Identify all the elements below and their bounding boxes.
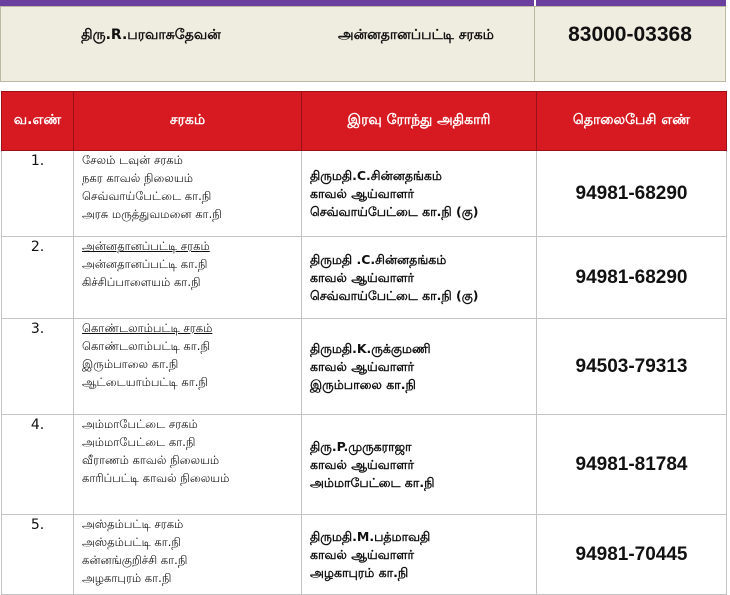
circle-area: கன்னங்குறிச்சி கா.நி — [82, 553, 188, 567]
row-serial: 4. — [2, 415, 74, 515]
officer-name: திருமதி.M.பத்மாவதி — [310, 528, 431, 544]
circle-title: அம்மாபேட்டை சரகம் — [82, 417, 198, 431]
row-phone: 94981-68290 — [537, 237, 727, 319]
table-row — [2, 319, 727, 415]
row-phone: 94503-79313 — [537, 319, 727, 415]
top-entry-phone: 83000-03368 — [568, 23, 692, 46]
table-row — [2, 515, 727, 595]
circle-area: அம்மாபேட்டை கா.நி — [82, 435, 196, 449]
circle-title: அஸ்தம்பட்டி சரகம் — [82, 517, 184, 531]
row-officer — [302, 415, 537, 515]
row-officer — [302, 515, 537, 595]
row-circle — [74, 415, 302, 515]
top-entry-row — [0, 6, 726, 82]
header-circle: சரகம் — [74, 92, 302, 151]
officer-rank: காவல் ஆய்வாளர் — [310, 456, 415, 472]
circle-title: அன்னதானப்பட்டி சரகம் — [82, 239, 210, 253]
row-circle — [74, 237, 302, 319]
officer-name: திருமதி .C.சின்னதங்கம் — [310, 251, 447, 267]
row-circle — [74, 319, 302, 415]
circle-area: அழகாபுரம் கா.நி — [82, 571, 172, 585]
table-row — [2, 237, 727, 319]
top-entry-name: திரு.R.பரவாசுதேவன் — [81, 27, 221, 43]
circle-area: நகர காவல் நிலையம் — [82, 171, 193, 185]
officer-rank: காவல் ஆய்வாளர் — [310, 358, 415, 374]
officer-rank: காவல் ஆய்வாளர் — [310, 185, 415, 201]
row-officer — [302, 319, 537, 415]
circle-area: அரசு மருத்துவமனை கா.நி — [82, 207, 222, 221]
circle-area: கொண்டலாம்பட்டி கா.நி — [82, 339, 210, 353]
officer-name: திரு.P.முருகராஜா — [310, 438, 412, 454]
officer-station: அம்மாபேட்டை கா.நி — [310, 474, 435, 490]
circle-title: கொண்டலாம்பட்டி சரகம் — [82, 321, 213, 335]
circle-area: காரிப்பட்டி காவல் நிலையம் — [82, 471, 230, 485]
row-phone: 94981-68290 — [537, 151, 727, 237]
patrol-officer-table — [1, 91, 727, 595]
circle-area: அஸ்தம்பட்டி கா.நி — [82, 535, 181, 549]
officer-station: அழகாபுரம் கா.நி — [310, 564, 409, 580]
header-serial: வ.எண் — [2, 92, 74, 151]
officer-station: செவ்வாய்பேட்டை கா.நி (கு) — [310, 203, 479, 219]
header-officer: இரவு ரோந்து அதிகாரி — [302, 92, 537, 151]
row-serial: 1. — [2, 151, 74, 237]
circle-area: செவ்வாய்பேட்டை கா.நி — [82, 189, 212, 203]
row-officer — [302, 151, 537, 237]
top-entry-place: அன்னதானப்பட்டி சரகம் — [338, 27, 494, 43]
row-serial: 3. — [2, 319, 74, 415]
circle-title: சேலம் டவுன் சரகம் — [82, 153, 183, 167]
row-phone: 94981-81784 — [537, 415, 727, 515]
officer-station: செவ்வாய்பேட்டை கா.நி (கு) — [310, 287, 479, 303]
table-row — [2, 415, 727, 515]
officer-name: திருமதி.C.சின்னதங்கம் — [310, 167, 442, 183]
row-officer — [302, 237, 537, 319]
officer-rank: காவல் ஆய்வாளர் — [310, 546, 415, 562]
header-phone: தொலைபேசி எண் — [537, 92, 727, 151]
row-serial: 2. — [2, 237, 74, 319]
circle-area: ஆட்டையாம்பட்டி கா.நி — [82, 375, 208, 389]
table-row — [2, 151, 727, 237]
row-circle — [74, 515, 302, 595]
officer-rank: காவல் ஆய்வாளர் — [310, 269, 415, 285]
officer-name: திருமதி.K.ருக்குமணி — [310, 340, 431, 356]
table-header-row — [2, 92, 727, 151]
officer-station: இரும்பாலை கா.நி — [310, 376, 416, 392]
row-circle — [74, 151, 302, 237]
row-phone: 94981-70445 — [537, 515, 727, 595]
circle-area: கிச்சிப்பாளையம் கா.நி — [82, 275, 201, 289]
circle-area: இரும்பாலை கா.நி — [82, 357, 179, 371]
circle-area: அன்னதானப்பட்டி கா.நி — [82, 257, 208, 271]
circle-area: வீராணம் காவல் நிலையம் — [82, 453, 220, 467]
row-serial: 5. — [2, 515, 74, 595]
